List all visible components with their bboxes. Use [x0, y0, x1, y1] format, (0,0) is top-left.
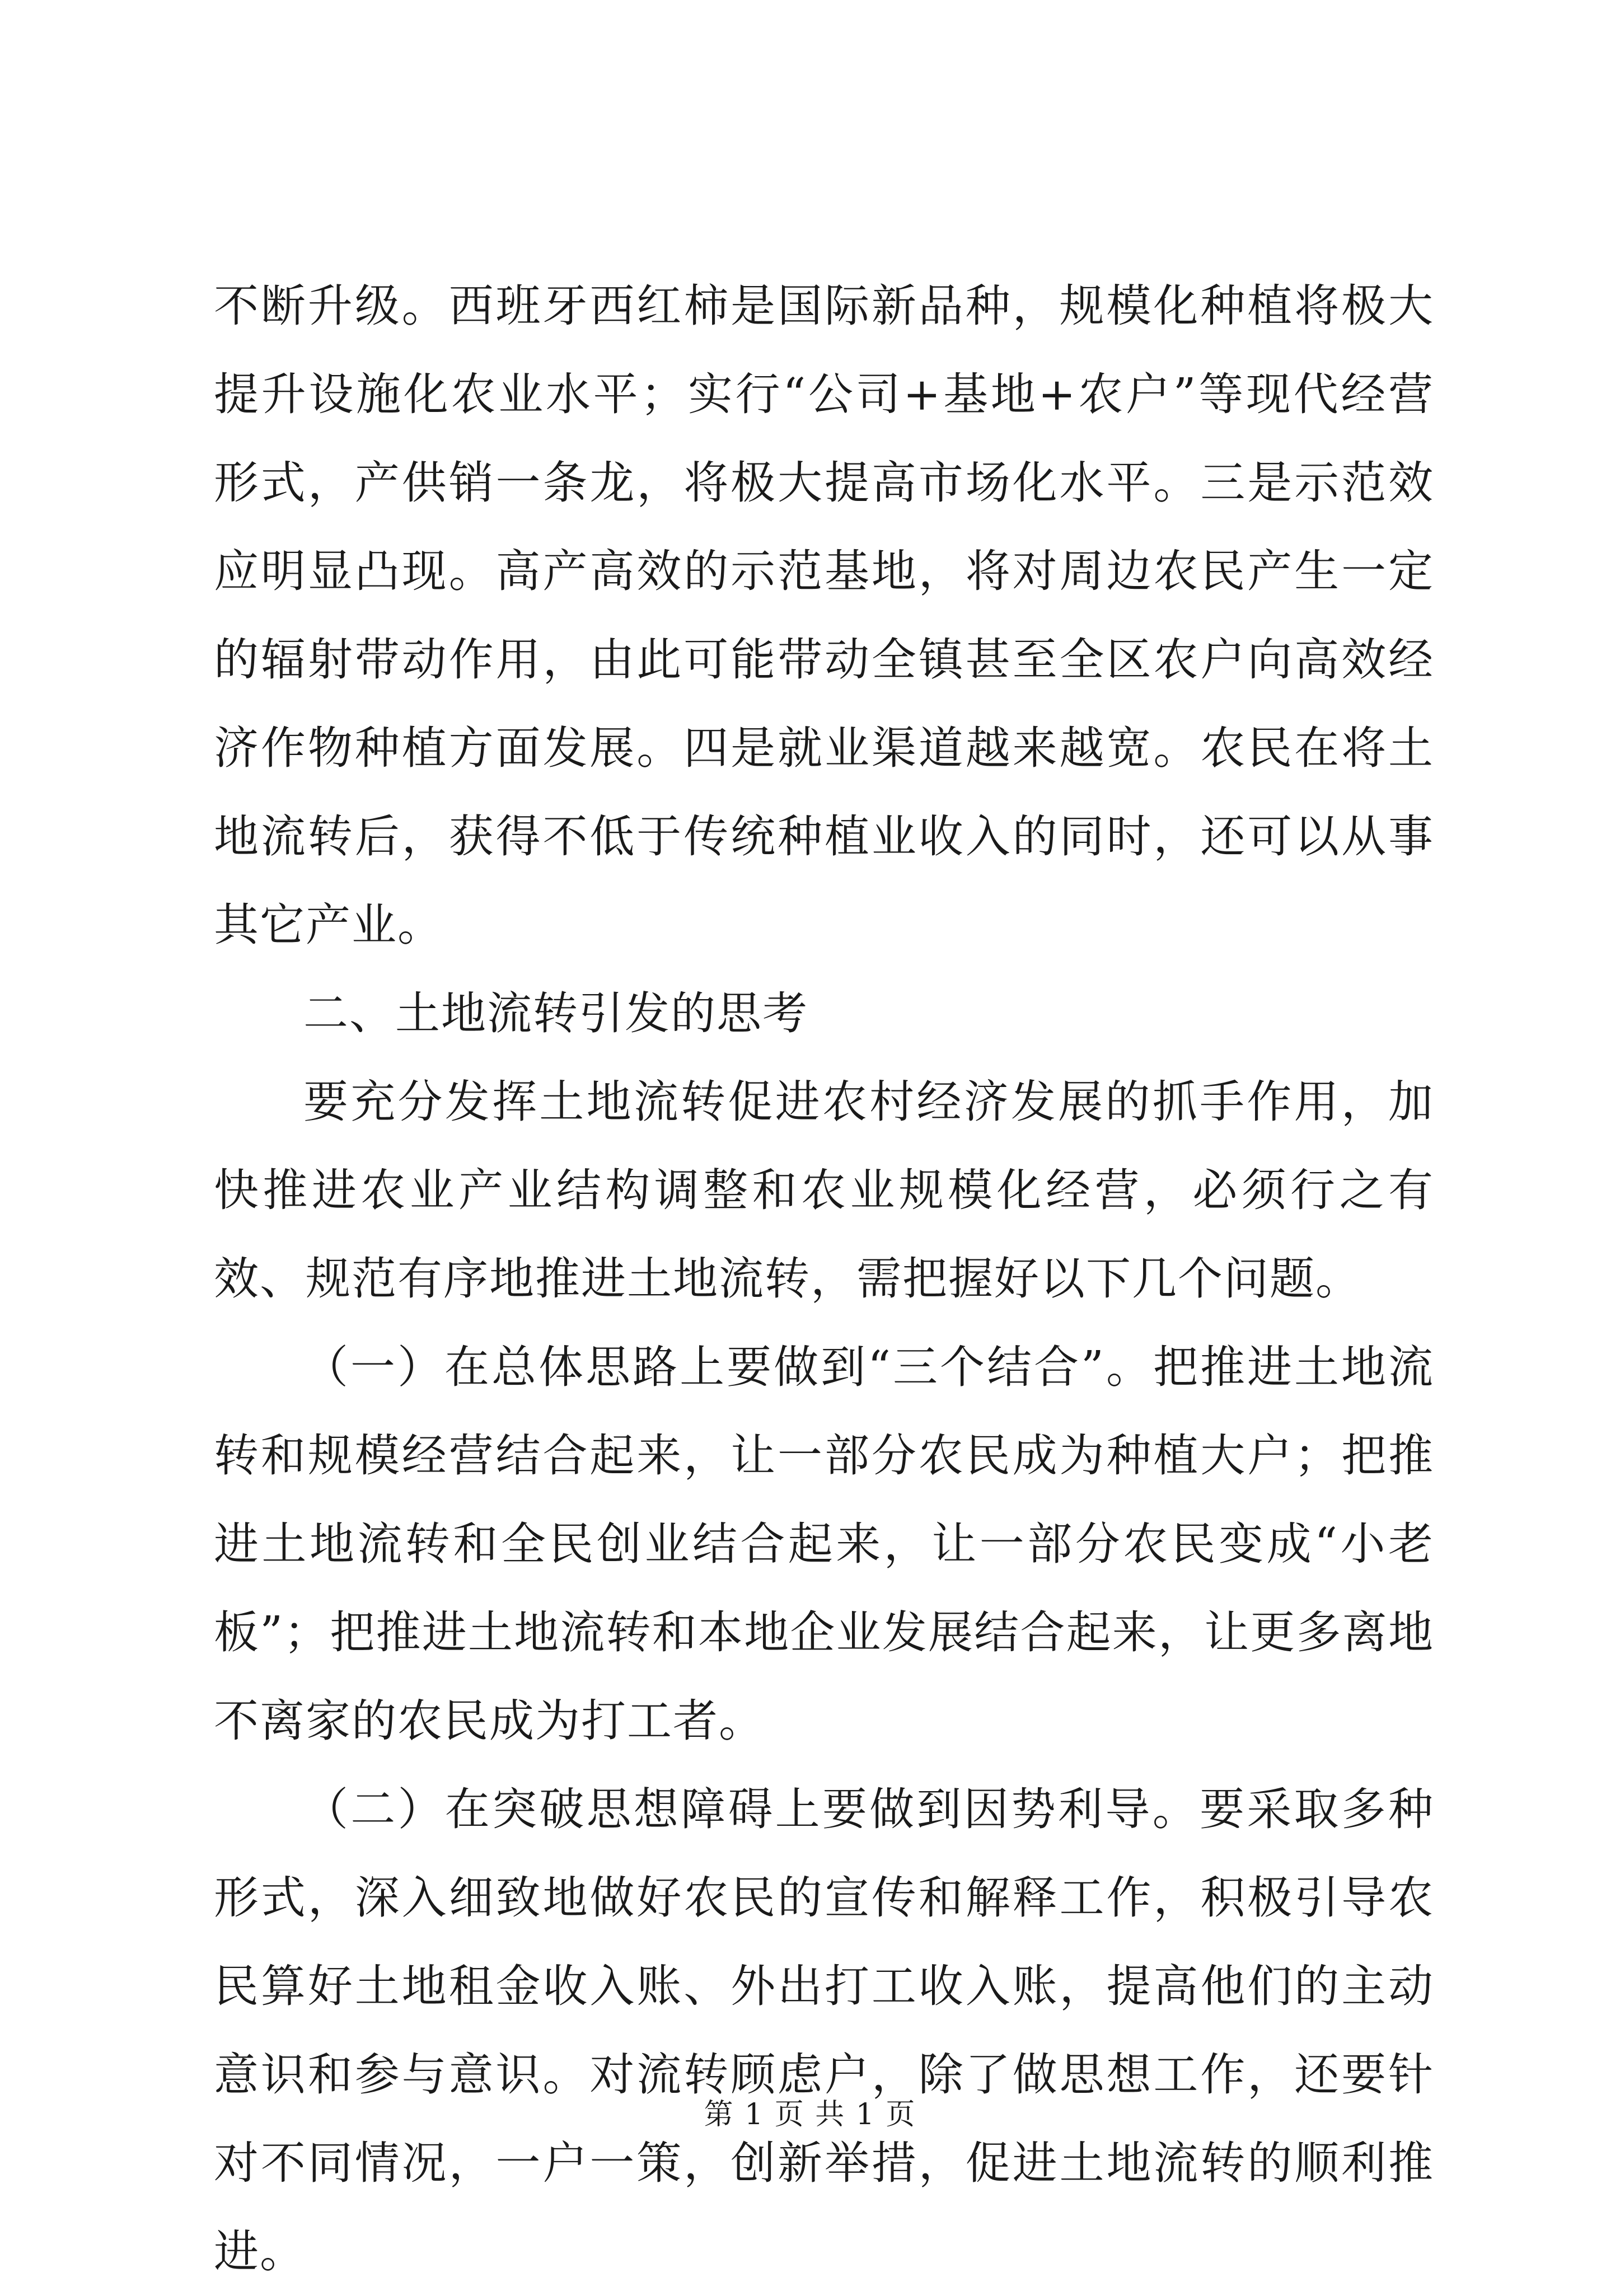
page-number-footer: 第 1 页 共 1 页 — [704, 2098, 916, 2131]
paragraph-continuation: 不断升级。西班牙西红柿是国际新品种，规模化种植将极大提升设施化农业水平；实行“公司+基地+农户”等现代经营形式，产供销一条龙，将极大提高市场化水平。三是示范效应明显凸现。高产高效的示范基地，将对周边农民产生一定的辐射带动作用，由此可能带动全镇甚至全区农户向高效经济作物种植方面发展。四是就业渠道越来越宽。农民在将土地流转后，获得不低于传统种植业收入的同时，还可以从事其它产业。 — [214, 280, 1434, 951]
document-body — [214, 262, 1434, 2296]
paragraph-intro: 要充分发挥土地流转促进农村经济发展的抓手作用，加快推进农业产业结构调整和农业规模化经营，必须行之有效、规范有序地推进土地流转，需把握好以下几个问题。 — [214, 1076, 1434, 1305]
section-heading: 二、土地流转引发的思考 — [303, 987, 808, 1039]
paragraph-point-one: （一）在总体思路上要做到“三个结合”。把推进土地流转和规模经营结合起来，让一部分农民成为种植大户；把推进土地流转和全民创业结合起来，让一部分农民变成“小老板”；把推进土地流转和本地企业发展结合起来，让更多离地不离家的农民成为打工者。 — [214, 1341, 1434, 1747]
paragraph-point-two: （二）在突破思想障碍上要做到因势利导。要采取多种形式，深入细致地做好农民的宣传和解释工作，积极引导农民算好土地租金收入账、外出打工收入账，提高他们的主动意识和参与意识。对流转顾虑户，除了做思想工作，还要针对不同情况，一户一策，创新举措，促进土地流转的顺利推进。 — [214, 1783, 1434, 2278]
